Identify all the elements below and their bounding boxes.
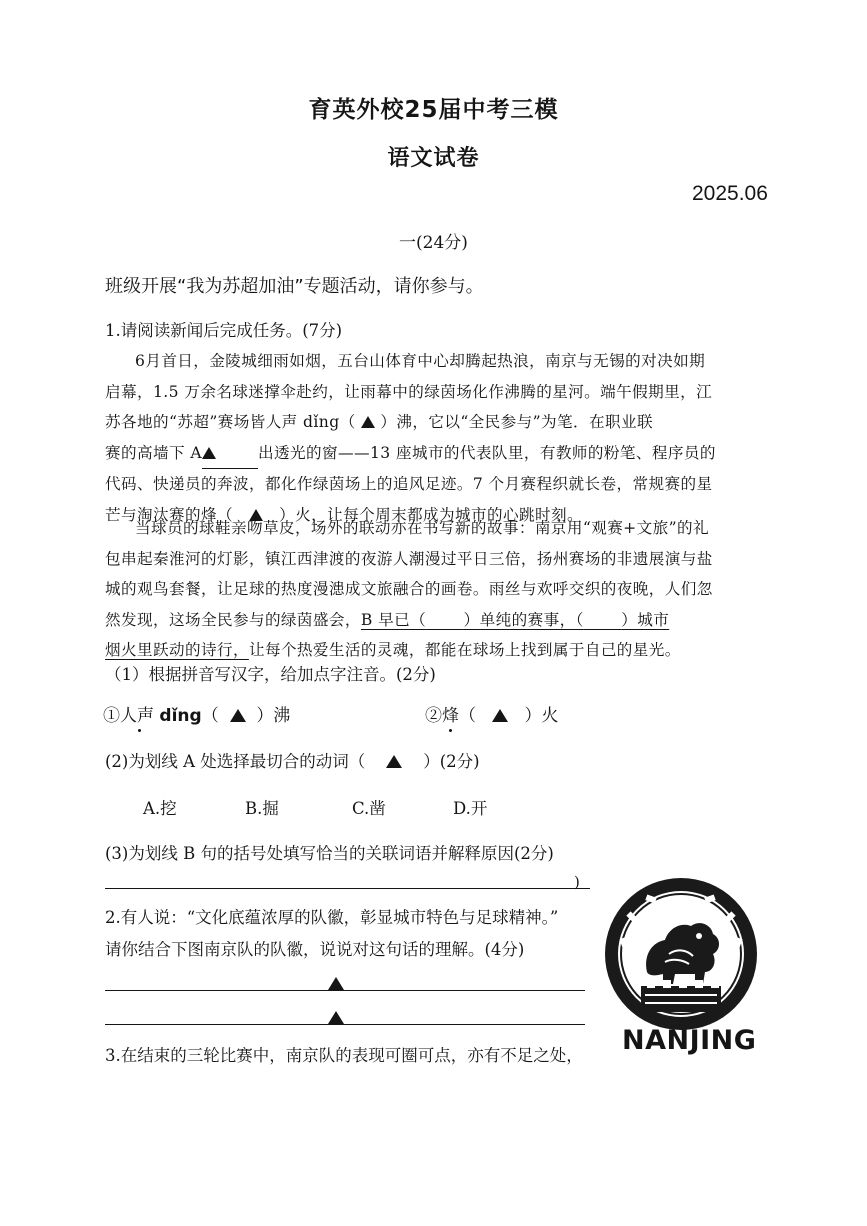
p1-line-6-b: ）火，让每个周末都成为城市的心跳时刻。 (279, 505, 583, 524)
q1-sub1-prompt: （1）根据拼音写汉字，给加点字注音。(2分) (105, 665, 436, 684)
p1-line-1: 6月首日，金陵城细雨如烟，五台山体育中心却腾起热浪，南京与无锡的对决如期 (135, 352, 706, 370)
q1-prompt: 1.请阅读新闻后完成任务。(7分) (105, 321, 343, 340)
news-paragraph-2 (105, 513, 765, 666)
q1-sub2-option-b[interactable]: B.掘 (245, 799, 279, 818)
item-1-text: 人声 (120, 706, 160, 726)
section-heading: 一(24分) (399, 233, 468, 253)
q1-sub2-option-c[interactable]: C.凿 (352, 799, 386, 818)
answer-triangle-icon[interactable] (230, 709, 246, 722)
q1-sub3-answer-line[interactable] (105, 888, 590, 889)
item-1-open-paren: （ (201, 706, 219, 726)
q1-sub2-option-a[interactable]: A.挖 (143, 799, 177, 818)
p2-line-2: 包串起秦淮河的灯影，镇江西津渡的夜游人潮漫过平日三倍，扬州赛场的非遗展演与盐 (105, 549, 713, 568)
sentence-b-end: ）城市 (621, 610, 670, 629)
p1-line-6-a: 芒与淘汰赛的烽（ (105, 505, 233, 524)
p1-line-4-b: 出透光的窗——13 座城市的代表队里，有教师的粉笔、程序员的 (258, 443, 716, 462)
item-2-open-paren: （ (459, 706, 476, 726)
sentence-b-part-2: 烟火里跃动的诗行， (105, 641, 249, 659)
p1-line-3-b: ）沸，它以“全民参与”为笔．在职业联 (380, 413, 653, 431)
exam-date: 2025.06 (692, 182, 768, 205)
activity-intro: 班级开展“我为苏超加油”专题活动，请你参与。 (105, 276, 484, 297)
p1-line-3-a: 苏各地的“苏超”赛场皆人声 dǐng（ (105, 413, 356, 431)
answer-triangle-icon (328, 1011, 344, 1024)
exam-subtitle: 语文试卷 (387, 146, 480, 171)
blank-a[interactable] (202, 438, 258, 470)
nanjing-bixie-emblem-icon (603, 876, 759, 1032)
sub2-text: (2)为划线 A 处选择最切合的动词（ (105, 752, 366, 771)
p1-line-5: 代码、快递员的奔波，都化作绿茵场上的追风足迹。7 个月赛程织就长卷，常规赛的星 (105, 475, 713, 493)
q1-sub2-option-d[interactable]: D.开 (453, 799, 488, 818)
q3-prompt: 3.在结束的三轮比赛中，南京队的表现可圈可点，亦有不足之处， (105, 1046, 583, 1065)
q2-answer-line-1[interactable] (105, 990, 585, 991)
item-2-number: ② (425, 706, 442, 726)
answer-triangle-icon (202, 447, 216, 459)
answer-triangle-icon[interactable] (492, 709, 508, 722)
p2-line-1: 当球员的球鞋亲吻草皮，场外的联动亦在书写新的故事：南京用“观赛+文旅”的礼 (135, 519, 709, 537)
answer-triangle-icon (361, 416, 375, 428)
q1-sub3-prompt: (3)为划线 B 句的括号处填写恰当的关联词语并解释原因(2分) (105, 844, 554, 863)
q2-prompt-line-1: 2.有人说：“文化底蕴浓厚的队徽，彰显城市特色与足球精神。” (105, 908, 559, 927)
q1-sub1-item-2 (425, 701, 558, 726)
q1-sub1-item-1 (103, 701, 290, 726)
exam-title: 育英外校25届中考三模 (308, 97, 559, 123)
q1-sub3-trailing-paren: ) (574, 873, 580, 891)
sentence-b-mid: ）单纯的赛事，（ (463, 610, 584, 629)
item-1-number: ① (103, 706, 120, 726)
sentence-b-start: B 早已（ (360, 610, 427, 629)
item-1-close: ）沸 (256, 706, 291, 726)
sub2-score: ）(2分) (423, 752, 480, 771)
q1-sub2-prompt (105, 748, 480, 772)
q2-answer-line-2[interactable] (105, 1024, 585, 1025)
p2-line-3: 城的观鸟套餐，让足球的热度漫漶成文旅融合的画卷。雨丝与欢呼交织的夜晚，人们忽 (105, 580, 713, 598)
p2-line-5-b: 让每个热爱生活的灵魂，都能在球场上找到属于自己的星光。 (248, 641, 681, 659)
item-2-close: ）火 (524, 706, 559, 726)
p1-line-3 (105, 407, 765, 438)
item-1-pinyin: dǐng (159, 706, 202, 726)
p1-line-4 (105, 438, 765, 470)
answer-triangle-icon[interactable] (386, 755, 402, 768)
p2-line-4 (105, 605, 765, 636)
p1-line-2: 启幕，1.5 万余名球迷撑伞赴约，让雨幕中的绿茵场化作沸腾的星河。端午假期里，江 (105, 382, 713, 401)
p1-line-4-a: 赛的高墙下 A (105, 443, 202, 462)
news-paragraph-1 (105, 346, 765, 530)
p2-line-4-a: 然发现，这场全民参与的绿茵盛会， (105, 610, 361, 629)
answer-triangle-icon (328, 977, 344, 990)
q2-prompt-line-2: 请你结合下图南京队的队徽，说说对这句话的理解。(4分) (105, 940, 525, 959)
sentence-b-part-1 (361, 611, 669, 629)
item-2-char: 烽 (442, 706, 459, 726)
emblem-caption: NANJING (622, 1025, 757, 1056)
